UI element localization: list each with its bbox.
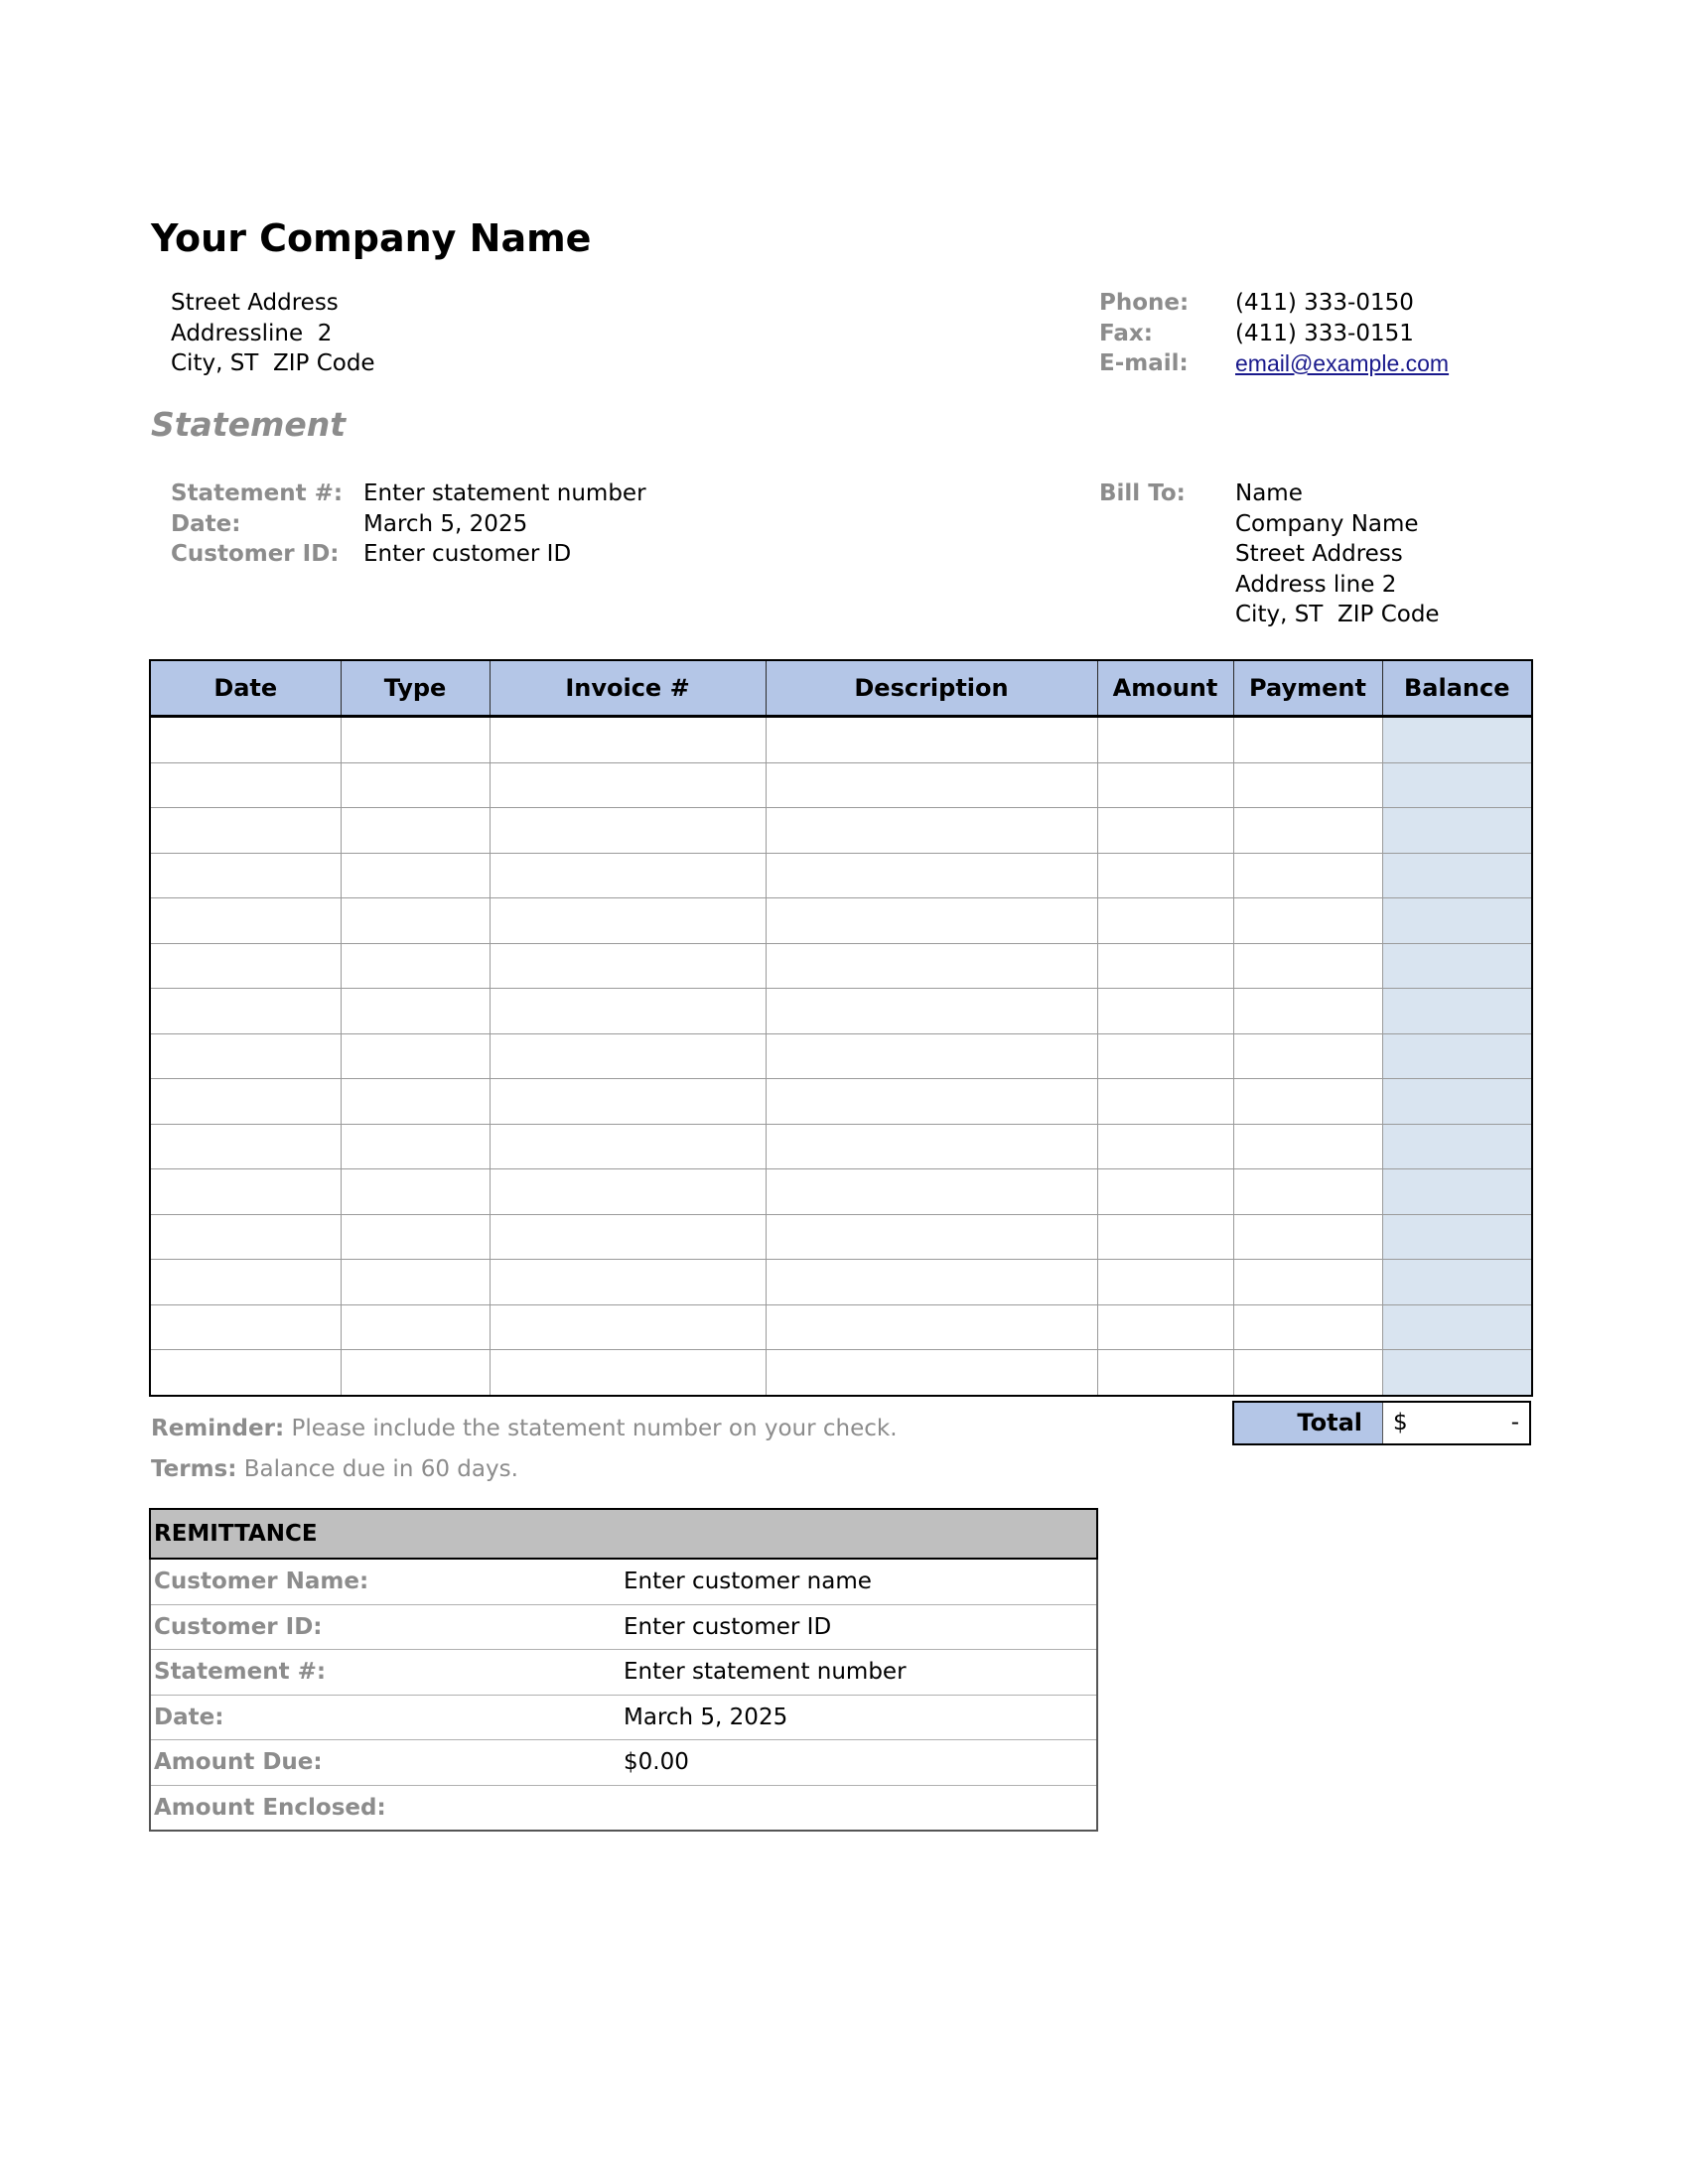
cell-balance[interactable] bbox=[1382, 1124, 1532, 1169]
table-row bbox=[150, 943, 1532, 989]
table-row bbox=[150, 1350, 1532, 1396]
cell-type[interactable] bbox=[341, 1079, 490, 1125]
email-link[interactable]: email@example.com bbox=[1235, 350, 1450, 376]
date-label: Date: bbox=[171, 510, 241, 537]
cell-payment[interactable] bbox=[1233, 1304, 1382, 1350]
table-row bbox=[150, 1033, 1532, 1079]
total-value-cell bbox=[1383, 1403, 1529, 1443]
cell-payment[interactable] bbox=[1233, 853, 1382, 898]
cell-date[interactable] bbox=[150, 1214, 341, 1260]
cell-type[interactable] bbox=[341, 717, 490, 763]
phone-value: (411) 333-0150 bbox=[1235, 290, 1414, 316]
cell-date[interactable] bbox=[150, 898, 341, 944]
table-row bbox=[150, 853, 1532, 898]
cell-invoice[interactable] bbox=[490, 1169, 766, 1215]
bill-to-company[interactable]: Company Name bbox=[1235, 510, 1419, 537]
contact-labels bbox=[1099, 288, 1189, 379]
statement-info-values bbox=[363, 478, 646, 570]
remittance-title: REMITTANCE bbox=[150, 1509, 1097, 1559]
reminder-text: Please include the statement number on your check. bbox=[284, 1416, 898, 1441]
cell-description[interactable] bbox=[766, 762, 1097, 808]
terms-label: Terms: bbox=[151, 1456, 237, 1482]
cell-payment[interactable] bbox=[1233, 1260, 1382, 1305]
cell-balance[interactable] bbox=[1382, 853, 1532, 898]
cell-description[interactable] bbox=[766, 1214, 1097, 1260]
bill-to-block bbox=[1235, 478, 1440, 630]
cell-type[interactable] bbox=[341, 1350, 490, 1396]
total-box bbox=[1232, 1401, 1531, 1445]
cell-invoice[interactable] bbox=[490, 1214, 766, 1260]
cell-amount[interactable] bbox=[1097, 1350, 1233, 1396]
cell-description[interactable] bbox=[766, 1169, 1097, 1215]
remit-amount-enclosed-value[interactable] bbox=[624, 1785, 1097, 1831]
cell-description[interactable] bbox=[766, 1124, 1097, 1169]
table-row bbox=[150, 717, 1532, 763]
cell-date[interactable] bbox=[150, 1169, 341, 1215]
cell-amount[interactable] bbox=[1097, 762, 1233, 808]
cell-date[interactable] bbox=[150, 1304, 341, 1350]
address-line-3: City, ST ZIP Code bbox=[171, 350, 375, 376]
remit-amount-due-value: $0.00 bbox=[624, 1740, 1097, 1786]
cell-payment[interactable] bbox=[1233, 898, 1382, 944]
remittance-row bbox=[150, 1650, 1097, 1696]
cell-amount[interactable] bbox=[1097, 898, 1233, 944]
cell-amount[interactable] bbox=[1097, 1033, 1233, 1079]
cell-description[interactable] bbox=[766, 1079, 1097, 1125]
cell-type[interactable] bbox=[341, 898, 490, 944]
cell-description[interactable] bbox=[766, 1260, 1097, 1305]
cell-payment[interactable] bbox=[1233, 1214, 1382, 1260]
cell-invoice[interactable] bbox=[490, 898, 766, 944]
cell-amount[interactable] bbox=[1097, 1214, 1233, 1260]
cell-date[interactable] bbox=[150, 717, 341, 763]
customer-id-label: Customer ID: bbox=[171, 541, 340, 567]
cell-description[interactable] bbox=[766, 943, 1097, 989]
table-row bbox=[150, 808, 1532, 854]
cell-balance[interactable] bbox=[1382, 717, 1532, 763]
fax-label: Fax: bbox=[1099, 320, 1153, 346]
cell-invoice[interactable] bbox=[490, 853, 766, 898]
cell-invoice[interactable] bbox=[490, 1304, 766, 1350]
cell-amount[interactable] bbox=[1097, 1260, 1233, 1305]
cell-type[interactable] bbox=[341, 989, 490, 1034]
cell-balance[interactable] bbox=[1382, 1079, 1532, 1125]
cell-date[interactable] bbox=[150, 989, 341, 1034]
header-date: Date bbox=[150, 660, 341, 717]
cell-type[interactable] bbox=[341, 808, 490, 854]
bill-to-label: Bill To: bbox=[1099, 480, 1186, 506]
address-line-1: Street Address bbox=[171, 290, 339, 316]
table-row bbox=[150, 898, 1532, 944]
cell-payment[interactable] bbox=[1233, 717, 1382, 763]
bill-to-name[interactable]: Name bbox=[1235, 480, 1303, 506]
remit-amount-due-label: Amount Due: bbox=[150, 1740, 624, 1786]
phone-label: Phone: bbox=[1099, 290, 1190, 316]
cell-invoice[interactable] bbox=[490, 808, 766, 854]
cell-invoice[interactable] bbox=[490, 1124, 766, 1169]
cell-date[interactable] bbox=[150, 808, 341, 854]
cell-amount[interactable] bbox=[1097, 1169, 1233, 1215]
cell-description[interactable] bbox=[766, 898, 1097, 944]
table-row bbox=[150, 989, 1532, 1034]
remittance-row bbox=[150, 1740, 1097, 1786]
terms-text: Balance due in 60 days. bbox=[236, 1456, 518, 1482]
table-header-row bbox=[150, 660, 1532, 717]
cell-type[interactable] bbox=[341, 1169, 490, 1215]
statement-number-value[interactable]: Enter statement number bbox=[363, 480, 646, 506]
header-balance: Balance bbox=[1382, 660, 1532, 717]
cell-balance[interactable] bbox=[1382, 1169, 1532, 1215]
cell-date[interactable] bbox=[150, 1260, 341, 1305]
cell-description[interactable] bbox=[766, 1033, 1097, 1079]
cell-payment[interactable] bbox=[1233, 1079, 1382, 1125]
remittance-row bbox=[150, 1785, 1097, 1831]
header-description: Description bbox=[766, 660, 1097, 717]
cell-balance[interactable] bbox=[1382, 989, 1532, 1034]
cell-invoice[interactable] bbox=[490, 989, 766, 1034]
cell-description[interactable] bbox=[766, 1304, 1097, 1350]
reminder-note bbox=[151, 1416, 898, 1441]
table-row bbox=[150, 1079, 1532, 1125]
remit-statement-number-value[interactable]: Enter statement number bbox=[624, 1650, 1097, 1696]
table-row bbox=[150, 1304, 1532, 1350]
cell-balance[interactable] bbox=[1382, 898, 1532, 944]
remit-customer-id-label: Customer ID: bbox=[150, 1604, 624, 1650]
remit-amount-enclosed-label: Amount Enclosed: bbox=[150, 1785, 624, 1831]
document-title: Statement bbox=[151, 405, 347, 444]
cell-date[interactable] bbox=[150, 1033, 341, 1079]
terms-note bbox=[151, 1456, 518, 1482]
cell-type[interactable] bbox=[341, 1214, 490, 1260]
cell-amount[interactable] bbox=[1097, 717, 1233, 763]
cell-type[interactable] bbox=[341, 943, 490, 989]
table-row bbox=[150, 1214, 1532, 1260]
remit-statement-number-label: Statement #: bbox=[150, 1650, 624, 1696]
cell-amount[interactable] bbox=[1097, 1304, 1233, 1350]
customer-id-value[interactable]: Enter customer ID bbox=[363, 541, 572, 567]
cell-type[interactable] bbox=[341, 762, 490, 808]
cell-payment[interactable] bbox=[1233, 762, 1382, 808]
remit-customer-name-value[interactable]: Enter customer name bbox=[624, 1559, 1097, 1604]
remittance-row bbox=[150, 1604, 1097, 1650]
cell-amount[interactable] bbox=[1097, 989, 1233, 1034]
total-label: Total bbox=[1234, 1403, 1383, 1443]
cell-payment[interactable] bbox=[1233, 1124, 1382, 1169]
cell-type[interactable] bbox=[341, 1304, 490, 1350]
cell-payment[interactable] bbox=[1233, 1169, 1382, 1215]
cell-description[interactable] bbox=[766, 989, 1097, 1034]
cell-balance[interactable] bbox=[1382, 762, 1532, 808]
cell-date[interactable] bbox=[150, 762, 341, 808]
cell-payment[interactable] bbox=[1233, 1033, 1382, 1079]
cell-invoice[interactable] bbox=[490, 762, 766, 808]
cell-amount[interactable] bbox=[1097, 808, 1233, 854]
cell-payment[interactable] bbox=[1233, 808, 1382, 854]
total-value: - bbox=[1510, 1410, 1519, 1435]
remit-date-value[interactable]: March 5, 2025 bbox=[624, 1695, 1097, 1740]
cell-balance[interactable] bbox=[1382, 808, 1532, 854]
header-amount: Amount bbox=[1097, 660, 1233, 717]
email-label: E-mail: bbox=[1099, 350, 1189, 376]
cell-balance[interactable] bbox=[1382, 943, 1532, 989]
bill-to-address-2[interactable]: Address line 2 bbox=[1235, 571, 1397, 598]
statement-number-label: Statement #: bbox=[171, 480, 344, 506]
cell-amount[interactable] bbox=[1097, 853, 1233, 898]
fax-value: (411) 333-0151 bbox=[1235, 320, 1414, 346]
reminder-label: Reminder: bbox=[151, 1416, 285, 1441]
total-currency: $ bbox=[1393, 1410, 1408, 1435]
date-value[interactable]: March 5, 2025 bbox=[363, 510, 528, 537]
address-line-2: Addressline 2 bbox=[171, 320, 333, 346]
cell-invoice[interactable] bbox=[490, 1260, 766, 1305]
cell-balance[interactable] bbox=[1382, 1260, 1532, 1305]
cell-description[interactable] bbox=[766, 1350, 1097, 1396]
cell-balance[interactable] bbox=[1382, 1304, 1532, 1350]
table-row bbox=[150, 1169, 1532, 1215]
cell-type[interactable] bbox=[341, 1124, 490, 1169]
remittance-row bbox=[150, 1559, 1097, 1604]
cell-payment[interactable] bbox=[1233, 943, 1382, 989]
remittance-table bbox=[149, 1508, 1098, 1832]
header-invoice: Invoice # bbox=[490, 660, 766, 717]
table-row bbox=[150, 1124, 1532, 1169]
cell-balance[interactable] bbox=[1382, 1350, 1532, 1396]
cell-invoice[interactable] bbox=[490, 1079, 766, 1125]
cell-amount[interactable] bbox=[1097, 1124, 1233, 1169]
cell-balance[interactable] bbox=[1382, 1214, 1532, 1260]
cell-amount[interactable] bbox=[1097, 943, 1233, 989]
cell-type[interactable] bbox=[341, 1033, 490, 1079]
remittance-row bbox=[150, 1695, 1097, 1740]
company-name: Your Company Name bbox=[151, 216, 592, 260]
contact-values bbox=[1235, 288, 1449, 379]
header-type: Type bbox=[341, 660, 490, 717]
statement-info-labels bbox=[171, 478, 343, 570]
bill-to-street[interactable]: Street Address bbox=[1235, 541, 1403, 567]
cell-description[interactable] bbox=[766, 717, 1097, 763]
remit-customer-name-label: Customer Name: bbox=[150, 1559, 624, 1604]
cell-amount[interactable] bbox=[1097, 1079, 1233, 1125]
cell-invoice[interactable] bbox=[490, 1033, 766, 1079]
cell-description[interactable] bbox=[766, 808, 1097, 854]
table-row bbox=[150, 762, 1532, 808]
table-row bbox=[150, 1260, 1532, 1305]
cell-invoice[interactable] bbox=[490, 717, 766, 763]
cell-balance[interactable] bbox=[1382, 1033, 1532, 1079]
cell-date[interactable] bbox=[150, 943, 341, 989]
transactions-table bbox=[149, 659, 1533, 1397]
cell-invoice[interactable] bbox=[490, 943, 766, 989]
cell-payment[interactable] bbox=[1233, 1350, 1382, 1396]
company-address bbox=[171, 288, 375, 379]
cell-type[interactable] bbox=[341, 853, 490, 898]
header-payment: Payment bbox=[1233, 660, 1382, 717]
cell-date[interactable] bbox=[150, 1124, 341, 1169]
cell-date[interactable] bbox=[150, 853, 341, 898]
cell-date[interactable] bbox=[150, 1079, 341, 1125]
cell-payment[interactable] bbox=[1233, 989, 1382, 1034]
cell-date[interactable] bbox=[150, 1350, 341, 1396]
remit-date-label: Date: bbox=[150, 1695, 624, 1740]
cell-type[interactable] bbox=[341, 1260, 490, 1305]
bill-to-city[interactable]: City, ST ZIP Code bbox=[1235, 602, 1440, 627]
cell-description[interactable] bbox=[766, 853, 1097, 898]
cell-invoice[interactable] bbox=[490, 1350, 766, 1396]
remit-customer-id-value[interactable]: Enter customer ID bbox=[624, 1604, 1097, 1650]
